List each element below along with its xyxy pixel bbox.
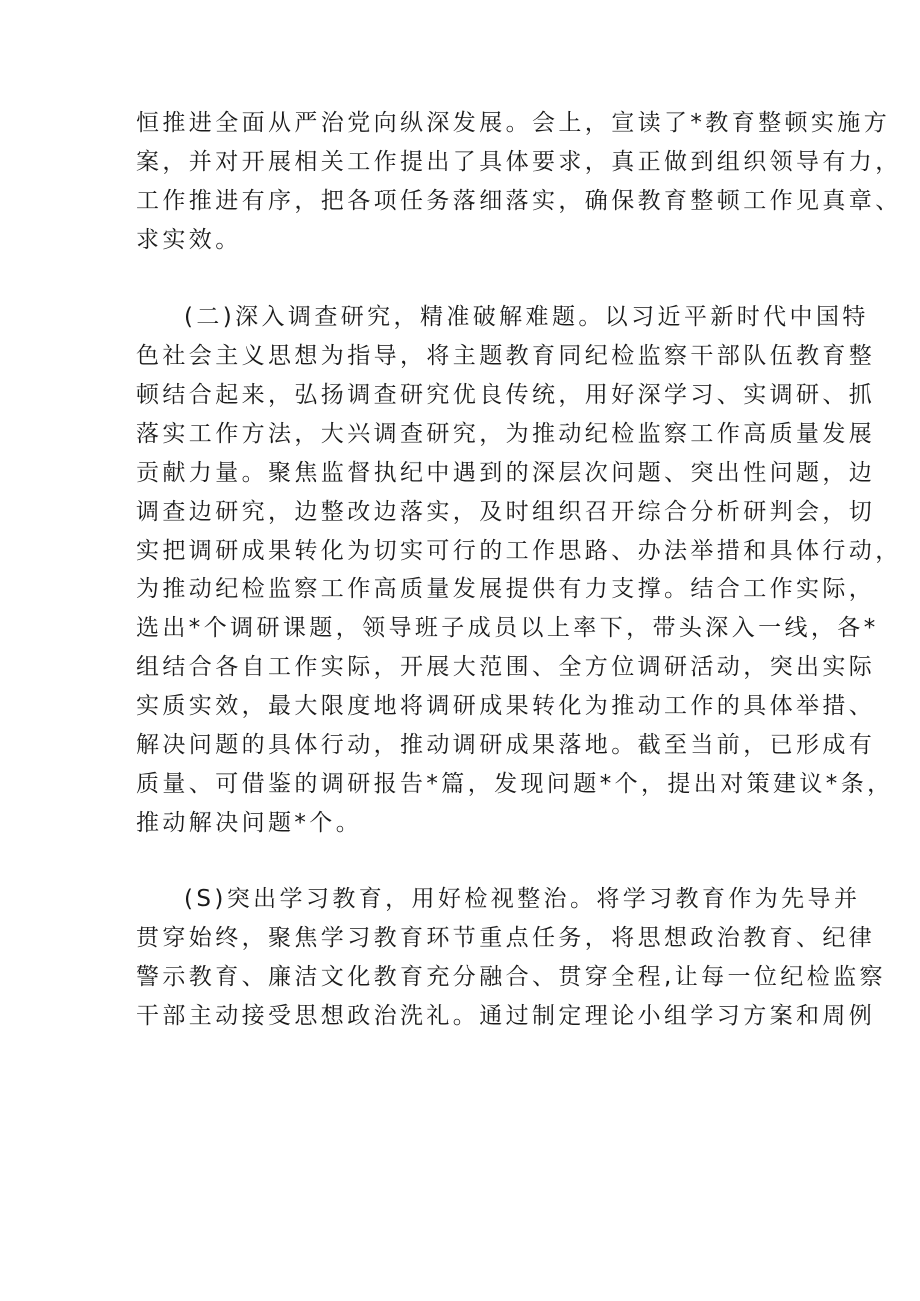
text-line: (二)深入调查研究，精准破解难题。以习近平新时代中国特 bbox=[184, 304, 869, 330]
text-line: 实把调研成果转化为切实可行的工作思路、办法举措和具体行动， bbox=[136, 538, 902, 564]
text-line: 选出*个调研课题，领导班子成员以上率下，带头深入一线，各* bbox=[136, 615, 879, 641]
text-line: 落实工作方法，大兴调查研究，为推动纪检监察工作高质量发展 bbox=[136, 421, 876, 447]
text-line: 调查边研究，边整改边落实，及时组织召开综合分析研判会，切 bbox=[136, 499, 876, 525]
text-line: 推动解决问题*个。 bbox=[136, 810, 363, 836]
text-line: 贯穿始终，聚焦学习教育环节重点任务，将思想政治教育、纪律 bbox=[136, 925, 876, 951]
text-line: 求实效。 bbox=[136, 227, 242, 253]
text-line: (S)突出学习教育，用好检视整治。将学习教育作为先导并 bbox=[184, 886, 861, 912]
text-line: 组结合各自工作实际，开展大范围、全方位调研活动，突出实际 bbox=[136, 654, 876, 680]
text-line: 工作推进有序，把各项任务落细落实，确保教育整顿工作见真章、 bbox=[136, 188, 902, 214]
text-line: 顿结合起来，弘扬调查研究优良传统，用好深学习、实调研、抓 bbox=[136, 382, 876, 408]
text-line: 色社会主义思想为指导，将主题教育同纪检监察干部队伍教育整 bbox=[136, 343, 876, 369]
text-line: 质量、可借鉴的调研报告*篇，发现问题*个，提出对策建议*条， bbox=[136, 771, 894, 797]
text-line: 恒推进全面从严治党向纵深发展。会上，宣读了*教育整顿实施方 bbox=[136, 110, 891, 136]
text-line: 实质实效，最大限度地将调研成果转化为推动工作的具体举措、 bbox=[136, 693, 876, 719]
text-line: 干部主动接受思想政治洗礼。通过制定理论小组学习方案和周例 bbox=[136, 1003, 876, 1029]
text-line: 警示教育、廉洁文化教育充分融合、贯穿全程,让每一位纪检监察 bbox=[136, 964, 886, 990]
text-line: 解决问题的具体行动，推动调研成果落地。截至当前，已形成有 bbox=[136, 732, 876, 758]
text-line: 案，并对开展相关工作提出了具体要求，真正做到组织领导有力， bbox=[136, 149, 902, 175]
text-line: 贡献力量。聚焦监督执纪中遇到的深层次问题、突出性问题，边 bbox=[136, 460, 876, 486]
text-line: 为推动纪检监察工作高质量发展提供有力支撑。结合工作实际， bbox=[136, 576, 876, 602]
